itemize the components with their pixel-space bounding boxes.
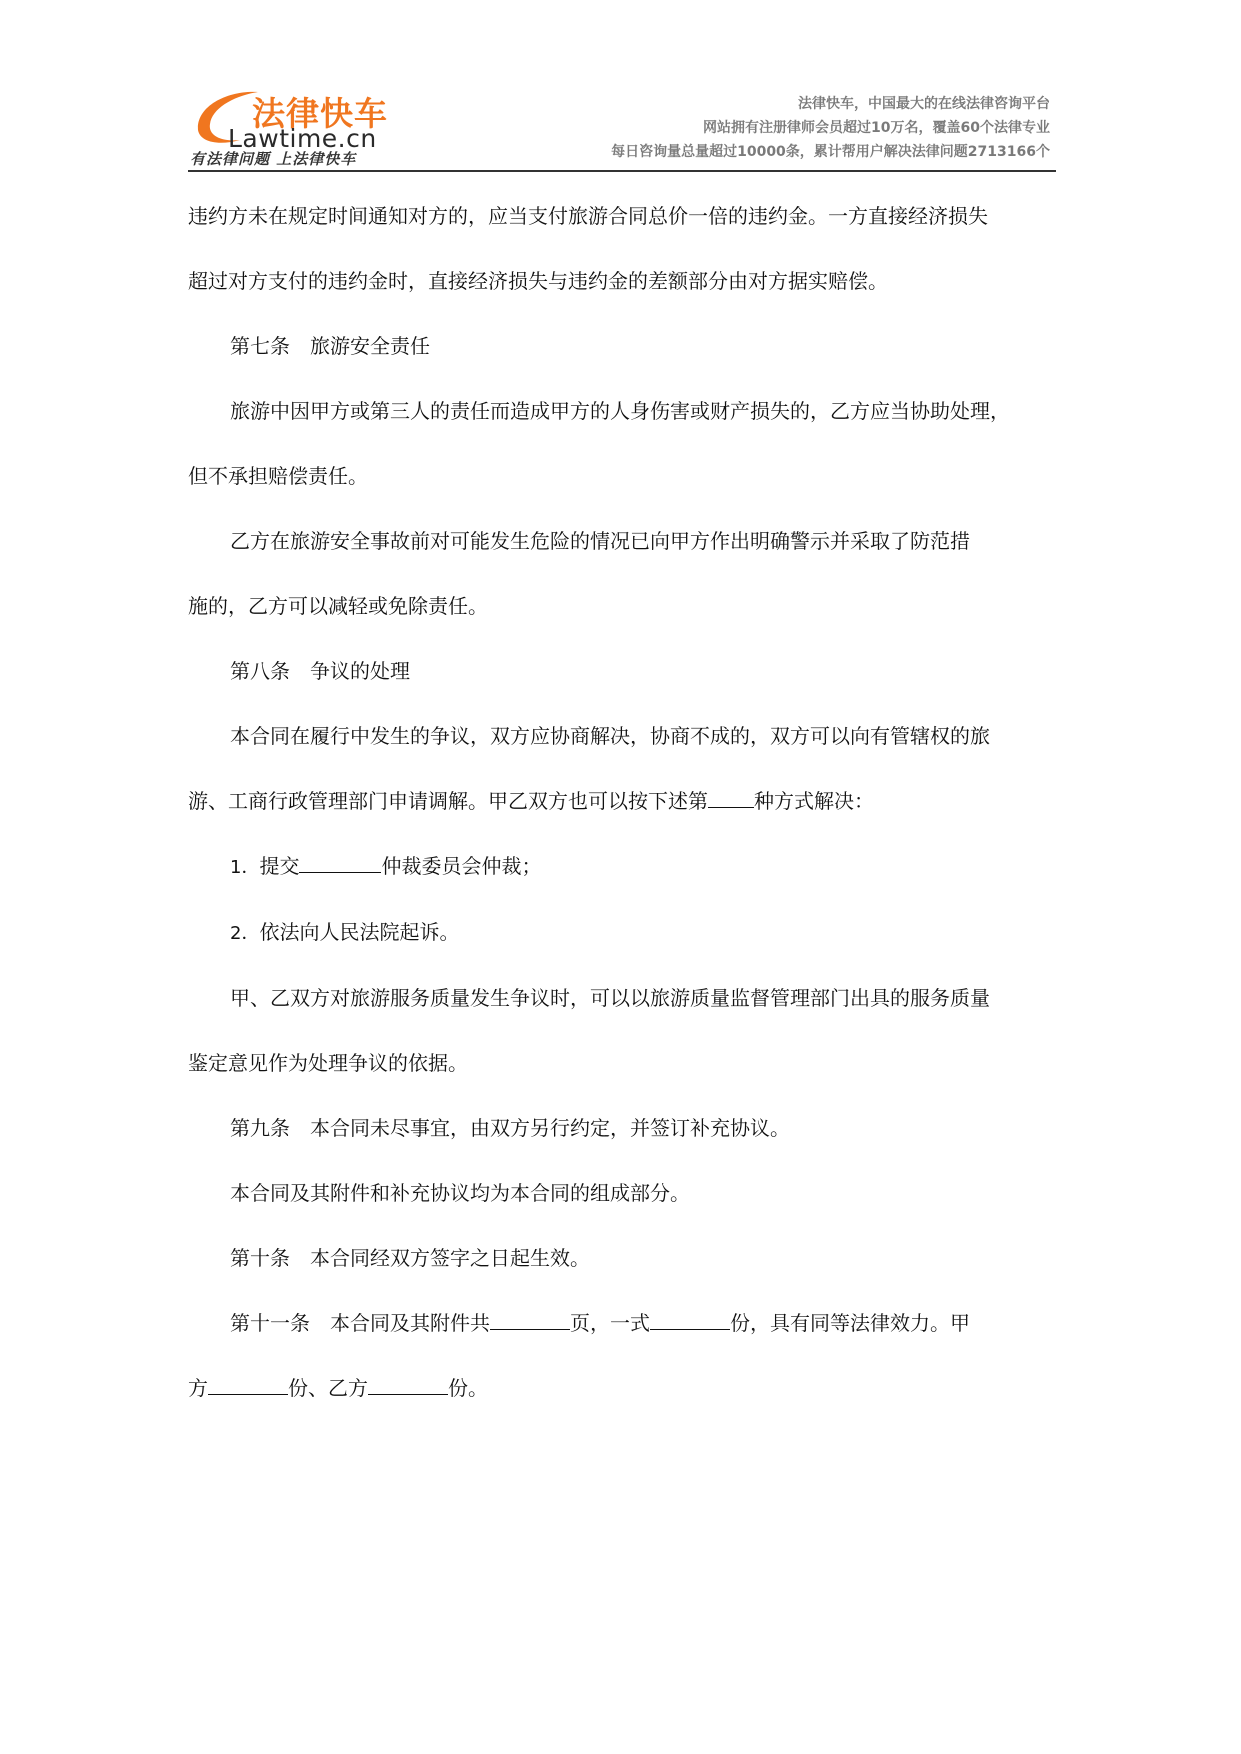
text-segment: 依法向人民法院起诉。 xyxy=(259,920,460,944)
paragraph-line xyxy=(188,1356,1056,1421)
paragraph-line: 超过对方支付的违约金时，直接经济损失与违约金的差额部分由对方据实赔偿。 xyxy=(188,269,888,293)
paragraph-line: 旅游中因甲方或第三人的责任而造成甲方的人身伤害或财产损失的，乙方应当协助处理， xyxy=(230,399,1010,423)
paragraph-line: 但不承担赔偿责任。 xyxy=(188,464,368,488)
text-segment: 提交 xyxy=(259,854,300,878)
fill-in-blank[interactable] xyxy=(368,1374,448,1395)
tagline-line-1: 法律快车，中国最大的在线法律咨询平台 xyxy=(798,96,1050,112)
paragraph-line: 本合同及其附件和补充协议均为本合同的组成部分。 xyxy=(230,1181,690,1205)
option-number: 1． xyxy=(230,857,260,878)
page-header xyxy=(188,86,1058,170)
paragraph-line: 乙方在旅游安全事故前对可能发生危险的情况已向甲方作出明确警示并采取了防范措 xyxy=(230,529,970,553)
fill-in-blank[interactable] xyxy=(490,1309,570,1330)
paragraph-line: 甲、乙双方对旅游服务质量发生争议时，可以以旅游质量监督管理部门出具的服务质量 xyxy=(230,986,990,1010)
fill-in-blank[interactable] xyxy=(708,787,754,808)
fill-in-blank[interactable] xyxy=(650,1309,730,1330)
option-2 xyxy=(188,900,1056,966)
header-divider xyxy=(188,170,1056,172)
logo-slogan: 有法律问题 上法律快车 xyxy=(190,150,357,168)
text-segment: 第十一条 本合同及其附件共 xyxy=(230,1311,490,1335)
paragraph-line: 本合同在履行中发生的争议，双方应协商解决，协商不成的，双方可以向有管辖权的旅 xyxy=(230,724,990,748)
text-segment: 仲裁委员会仲裁； xyxy=(381,854,542,878)
option-1 xyxy=(188,834,1056,900)
article-10: 第十条 本合同经双方签字之日起生效。 xyxy=(230,1246,590,1270)
article-7-title: 第七条 旅游安全责任 xyxy=(230,334,430,358)
header-tagline xyxy=(611,92,1050,164)
text-segment: 种方式解决： xyxy=(754,789,874,813)
text-segment: 页，一式 xyxy=(570,1311,650,1335)
logo-chinese-text: 法律快车 xyxy=(252,94,388,133)
text-segment: 方 xyxy=(188,1376,208,1400)
article-8-title: 第八条 争议的处理 xyxy=(230,659,410,683)
text-segment: 份、乙方 xyxy=(288,1376,368,1400)
document-body xyxy=(188,184,1056,1421)
paragraph-line: 鉴定意见作为处理争议的依据。 xyxy=(188,1051,468,1075)
paragraph-line xyxy=(188,769,1056,834)
text-segment: 游、工商行政管理部门申请调解。甲乙双方也可以按下述第 xyxy=(188,789,708,813)
tagline-line-2: 网站拥有注册律师会员超过10万名，覆盖60个法律专业 xyxy=(703,120,1050,136)
fill-in-blank[interactable] xyxy=(299,852,381,873)
text-segment: 份，具有同等法律效力。甲 xyxy=(730,1311,970,1335)
logo-english-text: Lawtime.cn xyxy=(228,124,377,153)
paragraph-line: 违约方未在规定时间通知对方的，应当支付旅游合同总价一倍的违约金。一方直接经济损失 xyxy=(188,204,988,228)
option-number: 2． xyxy=(230,923,260,944)
text-segment: 份。 xyxy=(448,1376,488,1400)
lawtime-logo[interactable] xyxy=(188,86,418,168)
fill-in-blank[interactable] xyxy=(208,1374,288,1395)
paragraph-line: 施的，乙方可以减轻或免除责任。 xyxy=(188,594,488,618)
article-11 xyxy=(188,1291,1056,1356)
article-9: 第九条 本合同未尽事宜，由双方另行约定，并签订补充协议。 xyxy=(230,1116,790,1140)
tagline-line-3: 每日咨询量总量超过10000条，累计帮用户解决法律问题2713166个 xyxy=(611,144,1050,160)
